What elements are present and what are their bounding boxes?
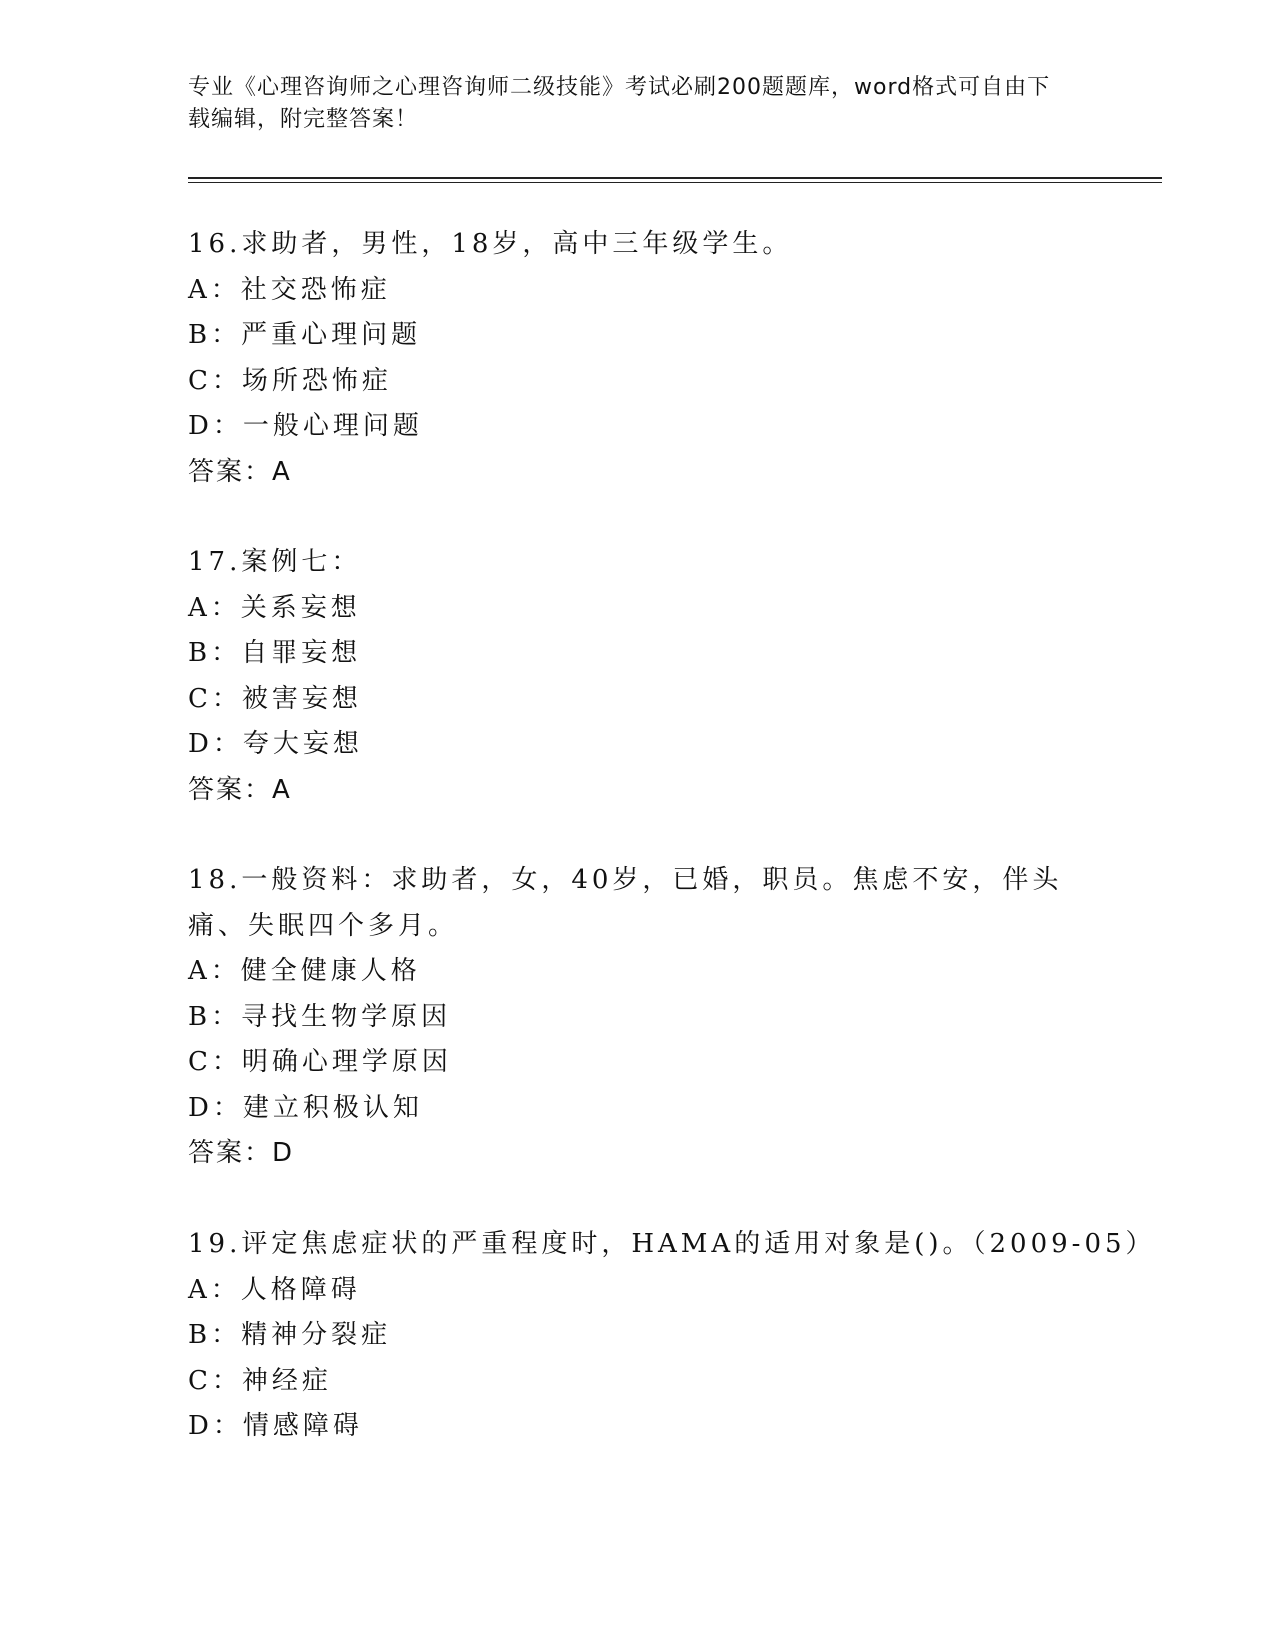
option-c: C：场所恐怖症 (188, 365, 392, 396)
answer: 答案：A (188, 456, 292, 487)
option-a: A：健全健康人格 (188, 956, 421, 986)
question-title: 19.评定焦虑症状的严重程度时，HAMA的适用对象是()。（2009-05） (188, 1229, 1156, 1259)
question-19 (188, 1222, 1156, 1450)
option-c: C：明确心理学原因 (188, 1047, 452, 1077)
header-divider-thin (188, 182, 1162, 183)
option-b: B：自罪妄想 (188, 638, 362, 668)
option-c: C：被害妄想 (188, 683, 362, 714)
option-a: A：人格障碍 (188, 1274, 361, 1305)
question-title: 18.一般资料：求助者，女，40岁，已婚，职员。焦虑不安，伴头痛、失眠四个多月。 (188, 865, 1063, 941)
option-b: B：寻找生物学原因 (188, 1001, 452, 1032)
document-header: 专业《心理咨询师之心理咨询师二级技能》考试必刷200题题库，word格式可自由下载编辑，附完整答案！ (188, 75, 1051, 132)
option-a: A：关系妄想 (188, 592, 361, 623)
question-18 (188, 858, 1088, 1177)
option-d: D：夸大妄想 (188, 729, 363, 759)
question-title: 16.求助者，男性，18岁，高中三年级学生。 (188, 229, 793, 259)
option-b: B：精神分裂症 (188, 1320, 392, 1350)
option-d: D：一般心理问题 (188, 411, 423, 441)
option-a: A：社交恐怖症 (188, 274, 391, 305)
answer: 答案：D (188, 1138, 295, 1168)
option-b: B：严重心理问题 (188, 320, 422, 350)
question-17 (188, 540, 1088, 813)
option-c: C：神经症 (188, 1365, 332, 1396)
header-divider (188, 177, 1162, 179)
question-title: 17.案例七： (188, 547, 362, 577)
answer: 答案：A (188, 774, 292, 805)
question-16 (188, 222, 1088, 495)
option-d: D：建立积极认知 (188, 1092, 423, 1123)
option-d: D：情感障碍 (188, 1411, 363, 1441)
